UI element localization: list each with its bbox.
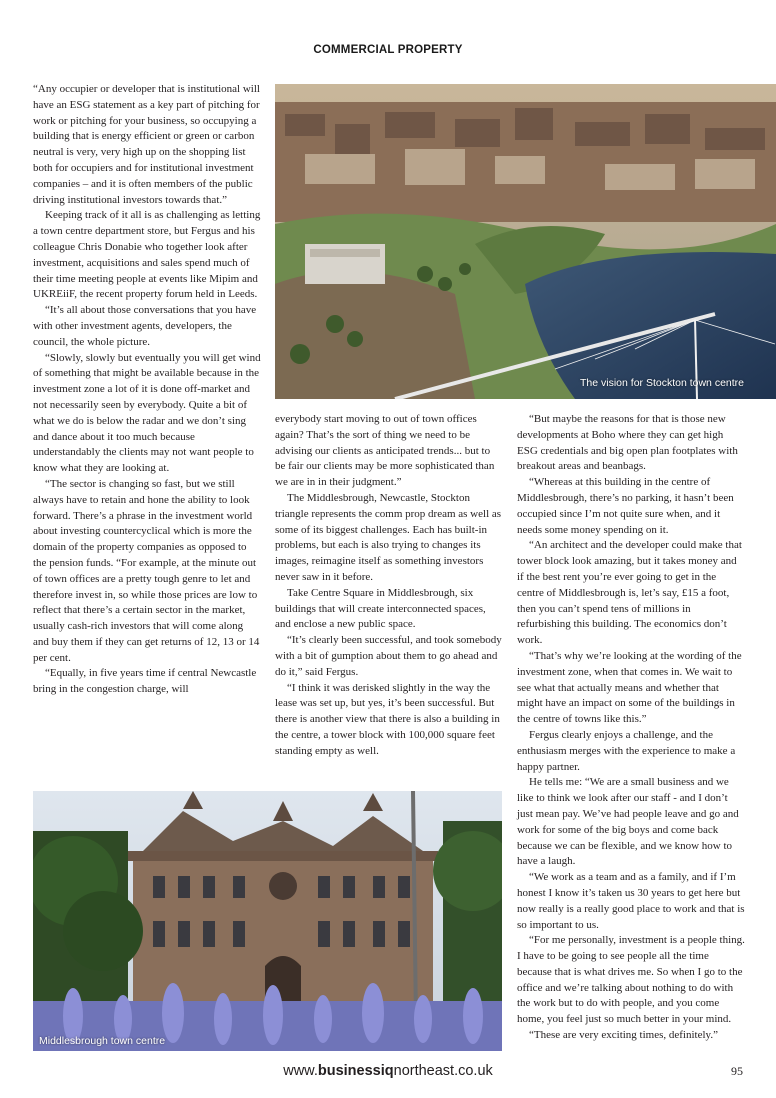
article-column-2 xyxy=(275,412,503,760)
paragraph: “Whereas at this building in the centre of Middlesbrough, there’s no parking, it hasn’t been occupied since I’m not quite sure when, and it needs some money spending on it. xyxy=(517,476,734,536)
paragraph: “The sector is changing so fast, but we still always have to retain and hone the ability to look forward. There’s a phrase in the investment world about investing countercyclical which is more the domain of the property companies as opposed to the pension funds. “For example, at the minute out of town offices are a pretty tough genre to let and therefore invest in, so while those prices are low to reflect that there’s a certain sector in the market, usually cash-rich investors that will come along and buy them if they can get returns of 12, 13 or 14 per cent. xyxy=(33,477,260,664)
stockton-aerial-photo xyxy=(275,84,776,399)
paragraph: “We work as a team and as a family, and if I’m honest I know it’s taken us 30 years to get here but now really is a really good place to work and that is so important to us. xyxy=(517,871,745,931)
photo-caption: The vision for Stockton town centre xyxy=(580,377,744,389)
paragraph: everybody start moving to out of town offices again? That’s the sort of thing we need to be advising our clients as anticipated trends... but to be fair our clients may be more sophisticated than we are in in their judgment.” xyxy=(275,413,495,489)
paragraph: “But maybe the reasons for that is those new developments at Boho where they can get high ESG credentials and big open plan footplates with breakout areas and beanbags. xyxy=(517,413,738,473)
paragraph: “It’s clearly been successful, and took somebody with a bit of gumption about them to go ahead and do it,” said Fergus. xyxy=(275,634,502,678)
url-brand: businessiq xyxy=(317,1063,394,1079)
paragraph: Take Centre Square in Middlesbrough, six buildings that will create interconnected spaces, and enclose a new public space. xyxy=(275,586,486,631)
paragraph: “It’s all about those conversations that you have with other investment agents, developers, the council, the whole picture. xyxy=(33,304,257,348)
paragraph: “Slowly, slowly but eventually you will get wind of something that might be available because in the investment zone a lot of it is done off-market and not necessarily seen by everybody. Quite a bit of what we do is below the radar and we don’t sing and dance about it too much because understandably the clients may not want people to know what they are looking at. xyxy=(33,351,261,475)
url-suffix: northeast.co.uk xyxy=(393,1063,493,1079)
paragraph: “For me personally, investment is a people thing. I have to be going to see people all the time because that is what drives me. So when I go to the office and we’re talking about nothing to do with the work but to do with people, and you come home, you feel just so much better in your mind. xyxy=(517,934,745,1026)
paragraph: Fergus clearly enjoys a challenge, and the enthusiasm merges with the experience to make a happy partner. xyxy=(517,728,736,773)
footer-url[interactable] xyxy=(0,1063,776,1079)
middlesbrough-town-hall-photo xyxy=(33,791,502,1051)
article-column-3 xyxy=(517,412,745,1044)
paragraph: “Any occupier or developer that is institutional will have an ESG statement as a key part of pitching for work or pitching for your business, so occupying a building that is energy efficient or green or carbon neutral is very, very high up on the shopping list both for occupiers and for institutional investment companies – and it is often members of the public driving institutional investors towards that.” xyxy=(33,83,260,206)
paragraph: “That’s why we’re looking at the wording of the investment zone, when that comes in. We wait to see what that actually means and whether that might have an impact on some of the buildings in the centre of towns like this.” xyxy=(517,649,742,726)
paragraph: He tells me: “We are a small business and we like to think we look after our staff - and I don’t just mean pay. We’ve had people leave and go and work for some of the big boys and come back because we can be flexible, and we know how to have a laugh. xyxy=(517,776,739,868)
paragraph: “An architect and the developer could make that tower block look amazing, but it takes money and if the best rent you’re ever going to get in the centre of Middlesbrough is, let’s say, £15 a foot, then you can’t spend tens of millions in refurbishing this building. The economics don’t work. xyxy=(517,539,742,647)
paragraph: “Equally, in five years time if central Newcastle bring in the congestion charge, will xyxy=(33,667,257,696)
paragraph: The Middlesbrough, Newcastle, Stockton triangle represents the comm prop dream as well as some of its biggest challenges. Each has built-in problems, but each is also trying to changes its images, reimagine itself as something investors never saw in it before. xyxy=(275,491,502,583)
url-prefix: www. xyxy=(283,1063,318,1079)
photo-caption: Middlesbrough town centre xyxy=(39,1035,166,1047)
page-number: 95 xyxy=(731,1064,743,1078)
paragraph: Keeping track of it all is as challenging as letting a town centre department store, but Fergus and his colleague Chris Donabie who together look after investment, acquisitions and sales spend much of their time meeting people at events like Mipim and UKREiiF, the recent property forum held in Leeds. xyxy=(33,209,261,301)
section-title: COMMERCIAL PROPERTY xyxy=(313,44,463,56)
article-column-1 xyxy=(33,82,261,698)
paragraph: “These are very exciting times, definitely.” xyxy=(529,1029,718,1042)
paragraph: “I think it was derisked slightly in the way the lease was set up, but yes, it’s been successful. But there is another view that there is also a building in the centre, a tower block with 100,000 square feet standing empty as well. xyxy=(275,681,500,757)
